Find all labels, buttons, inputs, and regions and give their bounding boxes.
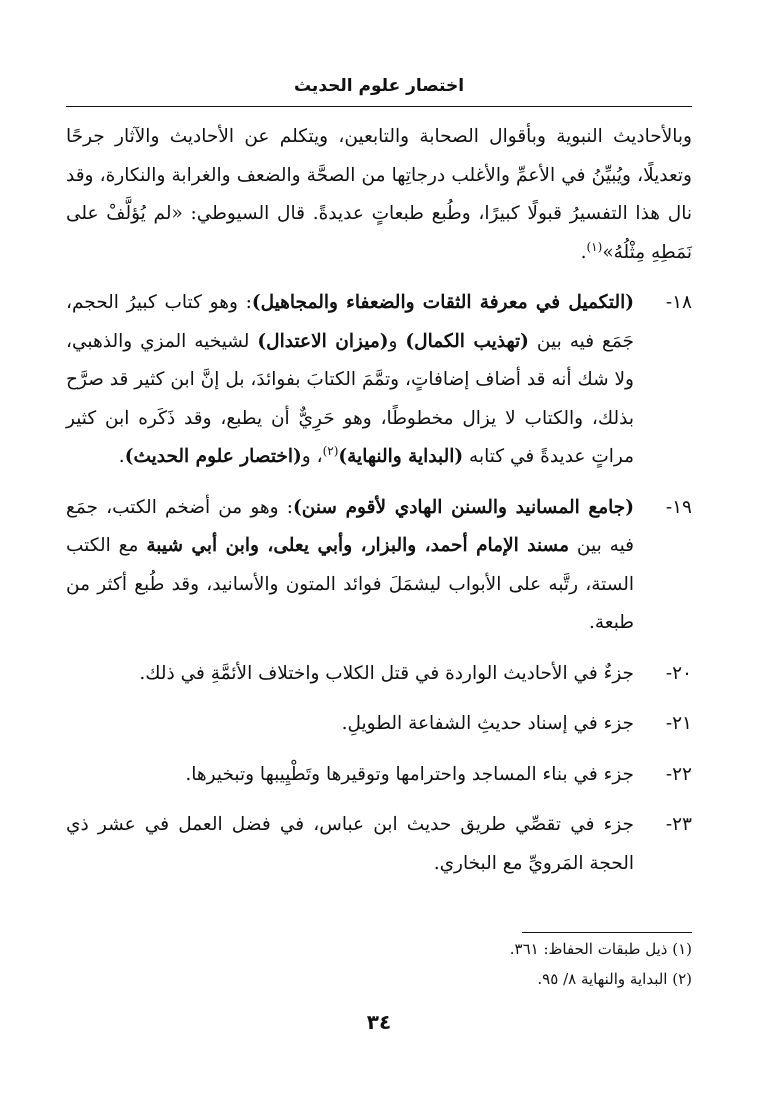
item-text: و <box>388 330 406 352</box>
intro-end: . <box>580 241 587 263</box>
item-number: ٢٠- <box>665 662 692 684</box>
item-number: ١٨- <box>665 292 692 313</box>
header-title: اختصار علوم الحديث <box>293 76 465 96</box>
main-text <box>66 118 692 883</box>
item-text: جزء في إسناد حديثِ الشفاعة الطويلِ. <box>341 713 634 734</box>
item-text: ، و <box>301 446 323 467</box>
book-ref: (تهذيب الكمال) <box>405 330 529 352</box>
item-text: جزءٌ في الأحاديث الواردة في قتل الكلاب واختلاف الأئمَّةِ في ذلك. <box>139 662 634 684</box>
footnote-mark-2: (٢) <box>322 443 339 458</box>
item-text: : وهو من أضخم الكتب، جمَع فيه بين <box>66 496 634 556</box>
footnote-1: (١) ذيل طبقات الحفاظ: ٣٦١. <box>509 940 692 958</box>
list-item-18 <box>66 284 692 477</box>
book-ref: (البداية والنهاية) <box>338 446 464 467</box>
item-text: : وهو كتاب كبيرُ الحجم، جَمَع فيه بين <box>66 292 634 352</box>
book-ref: مسند الإمام أحمد، والبزار، وأبي يعلى، وابن أبي شيبة <box>146 535 569 556</box>
running-header <box>66 72 692 107</box>
footnote-2: (٢) البداية والنهاية ٨/ ٩٥. <box>537 970 692 988</box>
footnote-divider <box>522 932 692 933</box>
footnote-mark-1: (١) <box>586 239 603 254</box>
list-item-19 <box>66 489 692 643</box>
item-text: لشيخيه المزي والذهبي، ولا شك أنه قد أضاف إضافاتٍ، وتمَّمَ الكتابَ بفوائدَ، بل إنَّ ابن كثير قد صرَّح بذلك، والكتاب لا يزال مخطوطًا، وهو حَرِيٌّ أن يطبع، وقد ذَكَره ابن كثير مراتٍ عديدةً في كتابه <box>66 330 634 467</box>
list-item-20 <box>66 655 692 694</box>
list-item-21 <box>66 705 692 744</box>
item-number: ٢٢- <box>665 763 692 785</box>
book-title: (التكميل في معرفة الثقات والضعفاء والمجاهيل) <box>251 292 634 313</box>
page-number: ٣٤ <box>366 1010 392 1034</box>
list-item-23 <box>66 806 692 883</box>
book-ref: (ميزان الاعتدال) <box>257 330 389 352</box>
book-title: (جامع المسانيد والسنن الهادي لأقوم سنن) <box>292 496 634 518</box>
intro-text: وبالأحاديث النبوية وبأقوال الصحابة والتابعين، ويتكلم عن الأحاديث والآثار جرحًا وتعديلًا، ويُبيِّنُ في الأعمِّ والأغلب درجاتِها من الصحَّة والضعف والغرابة والنكارة، وقد نال هذا التفسيرُ قبولًا كبيرًا، وطُبع طبعاتٍ عديدةً. قال السيوطي: «لم يُؤلَّفْ على نَمَطِهِ مِثْلُهُ» <box>66 126 692 263</box>
item-text: مع الكتب الستة، رتَّبه على الأبواب ليشمَلَ فوائد المتون والأسانيد، وقد طُبع أكثر من طبعة. <box>66 535 634 633</box>
item-text: جزء في تقصِّي طريق حديث ابن عباس، في فضل العمل في عشر ذي الحجة المَرويِّ مع البخاري. <box>66 814 634 874</box>
list-item-22 <box>66 756 692 795</box>
item-number: ٢٣- <box>665 814 692 835</box>
item-number: ١٩- <box>665 496 692 518</box>
item-text: . <box>118 446 125 467</box>
item-text: جزء في بناء المساجد واحترامها وتوقيرها وتَطْيِيبها وتبخيرها. <box>185 763 634 785</box>
book-ref: (اختصار علوم الحديث) <box>124 446 302 467</box>
item-number: ٢١- <box>665 713 692 734</box>
footnotes <box>66 934 692 994</box>
intro-paragraph <box>66 118 692 272</box>
